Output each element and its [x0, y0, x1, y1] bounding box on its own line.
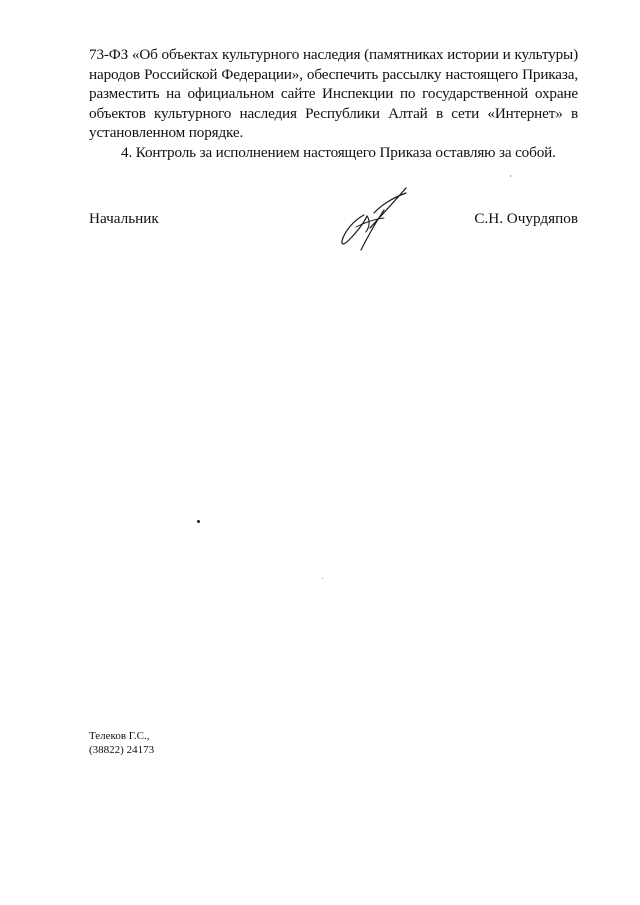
executor-info — [89, 729, 154, 757]
handwritten-signature — [334, 182, 424, 258]
scan-speck — [322, 578, 323, 579]
document-body — [89, 45, 578, 163]
paragraph-continuation: 73-ФЗ «Об объектах культурного наследия (памятниках истории и культуры) народов Российской Федерации», обеспечить рассылку настоящего Приказа, разместить на официальном сайте Инспекции по государственной охране объектов культурного наследия Республики Алтай в сети «Интернет» в установленном порядке. — [89, 46, 578, 142]
executor-name: Телеков Г.С., — [89, 730, 150, 742]
signatory-name: С.Н. Очурдяпов — [474, 210, 578, 227]
executor-phone: (38822) 24173 — [89, 744, 155, 756]
paragraph-4: 4. Контроль за исполнением настоящего Приказа оставляю за собой. — [121, 143, 556, 161]
scan-speck — [197, 520, 200, 523]
signatory-position: Начальник — [89, 210, 159, 227]
scan-speck — [510, 175, 511, 177]
